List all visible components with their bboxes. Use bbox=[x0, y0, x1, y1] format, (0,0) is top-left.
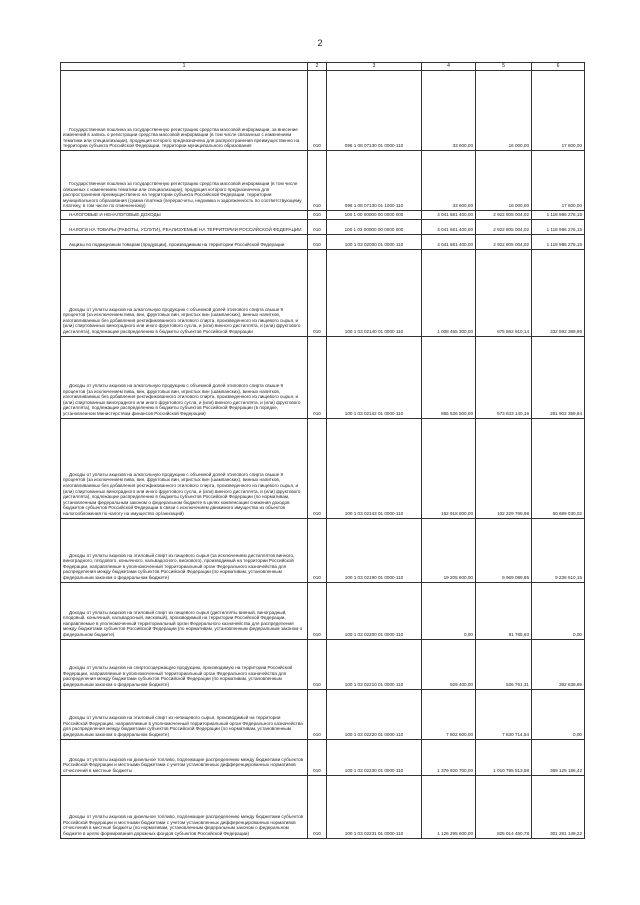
row-unexecuted-amount-cell: 332 592 389,86 bbox=[532, 249, 585, 336]
row-budget-code-cell: 100 1 03 02143 01 0000 110 bbox=[327, 418, 422, 518]
row-name-text: Доходы от уплаты акцизов на этиловый спирт из пищевого сырья (за исключением дистиллятов винного, виноградного, плодового, коньячного, кальвадосного, вискового), производимый на территории Российской Федерации, направляемые в уполномоченный территориальный орган Федерального казначейства для распределения между бюджетами субъектов Российской Федерации (по нормативам, установленным федеральным законом о федеральном бюджете) bbox=[63, 552, 295, 580]
row-unexecuted-amount-cell: 0,00 bbox=[532, 582, 585, 639]
row-unexecuted-amount-cell: 392 638,69 bbox=[532, 639, 585, 689]
row-approved-amount-cell: 7 802 600,00 bbox=[422, 689, 476, 739]
table-row bbox=[61, 234, 585, 249]
row-name-text: Доходы от уплаты акцизов на этиловый спирт из непищевого сырья, производимый на территории Российской Федерации, направляемые в уполномоченный территориальный орган Федерального казначейства для распределения между бюджетами субъектов Российской Федерации (по нормативам, установленным федеральным законом о федеральном бюджете) bbox=[63, 715, 303, 737]
row-executed-amount-cell: 1 010 795 513,58 bbox=[476, 739, 532, 775]
row-name-text: Доходы от уплаты акцизов на дизельное топливо, подлежащие распределению между бюджетами субъектов Российской Федерации и местными бюджетами с учетом установленных дифференцированных нормативов отчислений в местные бюджеты (по нормативам, установленным федеральным законом о федеральном бюджете в целях формирования дорожных фондов субъектов Российской Федерации) bbox=[63, 814, 304, 836]
revenue-table-body bbox=[61, 63, 585, 839]
row-line-code-cell: 010 bbox=[308, 151, 327, 211]
table-row bbox=[61, 71, 585, 151]
row-unexecuted-amount-cell: 0,00 bbox=[532, 689, 585, 739]
row-name-cell bbox=[61, 71, 308, 151]
row-name-cell bbox=[61, 249, 308, 336]
row-unexecuted-amount-cell: 1 118 986 276,15 bbox=[532, 234, 585, 249]
row-budget-code-cell: 100 1 03 02210 01 0000 110 bbox=[327, 639, 422, 689]
row-approved-amount-cell: 4 041 681 400,00 bbox=[422, 211, 476, 220]
row-approved-amount-cell: 929 400,00 bbox=[422, 639, 476, 689]
row-name-cell bbox=[61, 151, 308, 211]
row-budget-code-cell: 100 1 00 00000 00 0000 000 bbox=[327, 211, 422, 220]
row-budget-code-cell: 096 1 08 07130 01 0000 110 bbox=[327, 71, 422, 151]
row-unexecuted-amount-cell: 1 118 986 276,15 bbox=[532, 211, 585, 220]
row-executed-amount-cell: 536 761,31 bbox=[476, 639, 532, 689]
row-approved-amount-cell: 1 379 920 700,00 bbox=[422, 739, 476, 775]
row-executed-amount-cell: 573 633 140,16 bbox=[476, 336, 532, 418]
column-number-unexecuted: 6 bbox=[532, 63, 585, 71]
row-line-code-cell: 010 bbox=[308, 234, 327, 249]
row-line-code-cell: 010 bbox=[308, 582, 327, 639]
row-name-cell bbox=[61, 234, 308, 249]
row-budget-code-cell: 100 1 03 02231 01 0000 110 bbox=[327, 775, 422, 838]
row-unexecuted-amount-cell: 9 236 510,15 bbox=[532, 518, 585, 582]
table-row bbox=[61, 249, 585, 336]
row-line-code-cell: 010 bbox=[308, 249, 327, 336]
column-number-approved: 4 bbox=[422, 63, 476, 71]
row-name-text: Доходы от уплаты акцизов на спиртосодержащую продукцию, производимую на территории Российской Федерации, направляемые в уполномоченный территориальный орган Федерального казначейства для распределения между бюджетами субъектов Российской Федерации (по нормативам, установленным федеральным законом о федеральном бюджете) bbox=[63, 665, 293, 687]
column-number-code: 3 bbox=[327, 63, 422, 71]
row-line-code-cell: 010 bbox=[308, 219, 327, 234]
row-name-text: Доходы от уплаты акцизов на алкогольную продукцию с объемной долей этилового спирта свыше 9 процентов (за исключением пива, вин, фруктовых вин, игристых вин (шампанских), винных напитков, изготавливаемых без добавления ректификованного этилового спирта, произведенного из пищевого сырья, и (или) спиртованных виноградного или иного фруктового сусла, и (или) винного дистиллята, и (или) фруктового дистиллята), подлежащие распределению в бюджеты субъектов Российской Федерации (в порядке, установленном Министерством финансов Российской Федерации) bbox=[63, 383, 301, 416]
row-budget-code-cell: 100 1 03 02000 01 0000 110 bbox=[327, 234, 422, 249]
row-name-cell bbox=[61, 639, 308, 689]
row-approved-amount-cell: 4 041 681 400,00 bbox=[422, 219, 476, 234]
column-number-executed: 5 bbox=[476, 63, 532, 71]
column-number-line: 2 bbox=[308, 63, 327, 71]
row-executed-amount-cell: 16 000,00 bbox=[476, 151, 532, 211]
revenue-table bbox=[60, 62, 585, 839]
row-approved-amount-cell: 19 205 600,00 bbox=[422, 518, 476, 582]
row-unexecuted-amount-cell: 17 600,00 bbox=[532, 71, 585, 151]
row-line-code-cell: 010 bbox=[308, 336, 327, 418]
row-budget-code-cell: 100 1 03 02190 01 0000 110 bbox=[327, 518, 422, 582]
row-approved-amount-cell: 855 536 500,00 bbox=[422, 336, 476, 418]
row-line-code-cell: 010 bbox=[308, 211, 327, 220]
row-approved-amount-cell: 33 600,00 bbox=[422, 151, 476, 211]
row-budget-code-cell: 100 1 03 02230 01 0000 110 bbox=[327, 739, 422, 775]
row-approved-amount-cell: 152 918 800,00 bbox=[422, 418, 476, 518]
row-line-code-cell: 010 bbox=[308, 71, 327, 151]
row-approved-amount-cell: 1 126 295 600,00 bbox=[422, 775, 476, 838]
row-line-code-cell: 010 bbox=[308, 739, 327, 775]
table-row bbox=[61, 775, 585, 838]
row-name-text: НАЛОГОВЫЕ И НЕНАЛОГОВЫЕ ДОХОДЫ bbox=[69, 212, 161, 217]
page-number: 2 bbox=[317, 38, 323, 48]
row-name-text: Акцизы по подакцизным товарам (продукции), производимым на территории Российской Федерации bbox=[69, 242, 285, 247]
row-line-code-cell: 010 bbox=[308, 775, 327, 838]
row-budget-code-cell: 100 1 03 02142 01 0000 110 bbox=[327, 336, 422, 418]
row-name-text: Государственная пошлина за государственную регистрацию средства массовой информации, за внесение изменений в запись о регистрации средства массовой информации (в том числе связанных с изменением тематики или специализации), продукция которого предназначена для распространения преимущественно на территории субъекта Российской Федерации, территории муниципального образования bbox=[63, 126, 300, 149]
row-line-code-cell: 010 bbox=[308, 639, 327, 689]
table-row bbox=[61, 639, 585, 689]
table-row bbox=[61, 418, 585, 518]
row-name-cell bbox=[61, 739, 308, 775]
row-unexecuted-amount-cell: 17 600,00 bbox=[532, 151, 585, 211]
row-budget-code-cell: 100 1 03 02200 01 0000 110 bbox=[327, 582, 422, 639]
row-name-cell bbox=[61, 336, 308, 418]
row-approved-amount-cell: 33 600,00 bbox=[422, 71, 476, 151]
table-row bbox=[61, 739, 585, 775]
row-line-code-cell: 010 bbox=[308, 689, 327, 739]
table-row bbox=[61, 689, 585, 739]
row-name-cell bbox=[61, 582, 308, 639]
column-number-name: 1 bbox=[61, 63, 308, 71]
table-row bbox=[61, 211, 585, 220]
table-row bbox=[61, 336, 585, 418]
table-row bbox=[61, 151, 585, 211]
column-number-row bbox=[61, 63, 585, 71]
row-executed-amount-cell: 81 765,63 bbox=[476, 582, 532, 639]
row-name-cell bbox=[61, 689, 308, 739]
row-name-cell bbox=[61, 219, 308, 234]
row-name-cell bbox=[61, 211, 308, 220]
row-unexecuted-amount-cell: 281 902 359,84 bbox=[532, 336, 585, 418]
row-budget-code-cell: 100 1 03 02140 01 0000 110 bbox=[327, 249, 422, 336]
row-executed-amount-cell: 7 830 714,54 bbox=[476, 689, 532, 739]
row-name-text: Доходы от уплаты акцизов на дизельное топливо, подлежащие распределению между бюджетами субъектов Российской Федерации и местными бюджетами с учетом установленных дифференцированных нормативов отчислений в местные бюджеты bbox=[63, 756, 304, 773]
row-name-cell bbox=[61, 418, 308, 518]
row-name-cell bbox=[61, 518, 308, 582]
row-approved-amount-cell: 0,00 bbox=[422, 582, 476, 639]
row-unexecuted-amount-cell: 301 281 149,22 bbox=[532, 775, 585, 838]
row-executed-amount-cell: 675 862 910,14 bbox=[476, 249, 532, 336]
row-name-text: Доходы от уплаты акцизов на алкогольную продукцию с объемной долей этилового спирта свыше 9 процентов (за исключением пива, вин, фруктовых вин, игристых вин (шампанских), винных напитков, изготавливаемых без добавления ректификованного этилового спирта, произведенного из пищевого сырья, и (или) спиртованных виноградного или иного фруктового сусла, и (или) винного дистиллята, и (или) фруктового дистиллята), подлежащие распределению в бюджеты субъектов Российской Федерации (по нормативам, установленным федеральным законом о федеральном бюджете в целях компенсации снижения доходов бюджетов субъектов Российской Федерации в связи с исключением движимого имущества из объектов налогообложения по налогу на имущество организаций) bbox=[63, 471, 301, 516]
row-budget-code-cell: 096 1 08 07130 01 1000 110 bbox=[327, 151, 422, 211]
row-name-text: НАЛОГИ НА ТОВАРЫ (РАБОТЫ, УСЛУГИ), РЕАЛИЗУЕМЫЕ НА ТЕРРИТОРИИ РОССИЙСКОЙ ФЕДЕРАЦИИ bbox=[69, 227, 302, 232]
table-row bbox=[61, 582, 585, 639]
row-name-text: Государственная пошлина за государственную регистрацию средства массовой информации (в том числе связанных с изменением тематики или специализации), продукция которого предназначена для распространения преимущественно на территории субъекта Российской Федерации, территории муниципального образования (сумма платежа (перерасчеты, недоимка и задолженность по соответствующему платежу, в том числе по отмененному) bbox=[63, 181, 302, 209]
row-executed-amount-cell: 102 229 769,98 bbox=[476, 418, 532, 518]
row-name-text: Доходы от уплаты акцизов на алкогольную продукцию с объемной долей этилового спирта свыше 9 процентов (за исключением пива, вин, фруктовых вин, игристых вин (шампанских), винных напитков, изготавливаемых без добавления ректификованного этилового спирта, произведенного из пищевого сырья, и (или) спиртованных виноградного или иного фруктового сусла, и (или) винного дистиллята, и (или) фруктового дистиллята), подлежащие распределению в бюджеты субъектов Российской Федерации bbox=[63, 306, 301, 334]
row-approved-amount-cell: 4 041 681 400,00 bbox=[422, 234, 476, 249]
row-executed-amount-cell: 9 969 089,85 bbox=[476, 518, 532, 582]
row-executed-amount-cell: 2 922 805 004,02 bbox=[476, 234, 532, 249]
row-name-text: Доходы от уплаты акцизов на этиловый спирт из пищевого сырья (дистилляты винный, виноградный, плодовый, коньячный, кальвадосный, висковый), производимый на территории Российской Федерации, направляемые в уполномоченный территориальный орган Федерального казначейства для распределения между бюджетами субъектов Российской Федерации (по нормативам, установленным федеральным законом о федеральном бюджете) bbox=[63, 609, 303, 637]
row-unexecuted-amount-cell: 50 689 030,02 bbox=[532, 418, 585, 518]
row-line-code-cell: 010 bbox=[308, 518, 327, 582]
row-unexecuted-amount-cell: 1 118 986 276,15 bbox=[532, 219, 585, 234]
row-budget-code-cell: 100 1 03 02220 01 0000 110 bbox=[327, 689, 422, 739]
row-executed-amount-cell: 825 014 450,78 bbox=[476, 775, 532, 838]
row-line-code-cell: 010 bbox=[308, 418, 327, 518]
row-name-cell bbox=[61, 775, 308, 838]
row-budget-code-cell: 100 1 03 00000 00 0000 000 bbox=[327, 219, 422, 234]
row-executed-amount-cell: 16 000,00 bbox=[476, 71, 532, 151]
row-executed-amount-cell: 2 922 805 004,02 bbox=[476, 219, 532, 234]
row-unexecuted-amount-cell: 369 125 186,42 bbox=[532, 739, 585, 775]
row-executed-amount-cell: 2 922 805 004,02 bbox=[476, 211, 532, 220]
table-row bbox=[61, 219, 585, 234]
row-approved-amount-cell: 1 008 455 300,00 bbox=[422, 249, 476, 336]
table-row bbox=[61, 518, 585, 582]
